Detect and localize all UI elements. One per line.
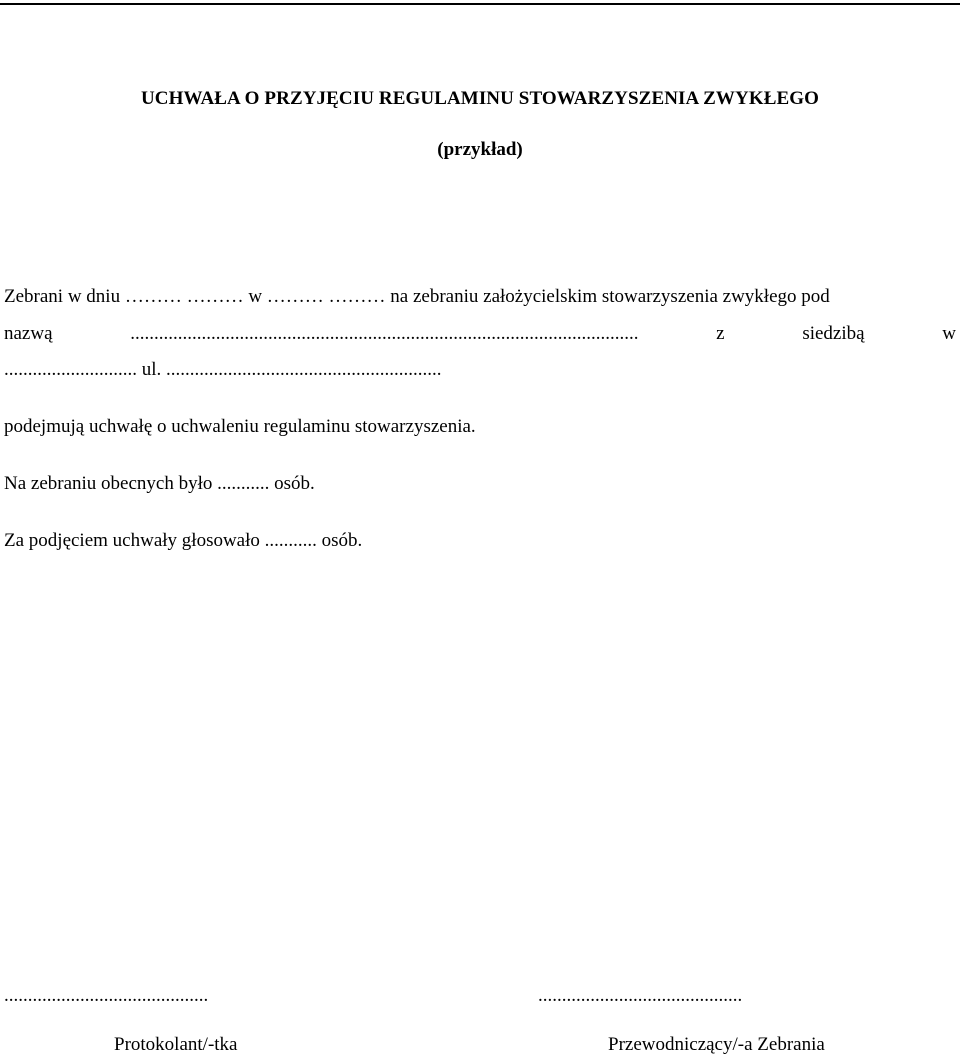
signature-label-left: Protokolant/-tka <box>114 1034 238 1055</box>
signature-line-right: ........................................... <box>538 985 743 1006</box>
document-subtitle: (przykład) <box>437 139 523 160</box>
paragraph-line-2: nazwą ........................................................................................................... z siedzibą w <box>4 323 956 344</box>
paragraph-line-1: Zebrani w dniu ……… ……… w ……… ……… na zebraniu założycielskim stowarzyszenia zwykłego pod <box>4 286 830 307</box>
document-title: UCHWAŁA O PRZYJĘCIU REGULAMINU STOWARZYSZENIA ZWYKŁEGO <box>140 88 820 109</box>
paragraph-line-3: ............................ ul. .......................................................... <box>4 359 442 380</box>
top-rule <box>0 3 960 5</box>
votes-line: Za podjęciem uchwały głosowało ........... osób. <box>4 530 363 551</box>
signature-label-right: Przewodniczący/-a Zebrania <box>608 1034 825 1055</box>
attendance-line: Na zebraniu obecnych było ........... osób. <box>4 473 315 494</box>
signature-line-left: ........................................... <box>4 985 209 1006</box>
resolution-statement: podejmują uchwałę o uchwaleniu regulaminu stowarzyszenia. <box>4 416 476 437</box>
